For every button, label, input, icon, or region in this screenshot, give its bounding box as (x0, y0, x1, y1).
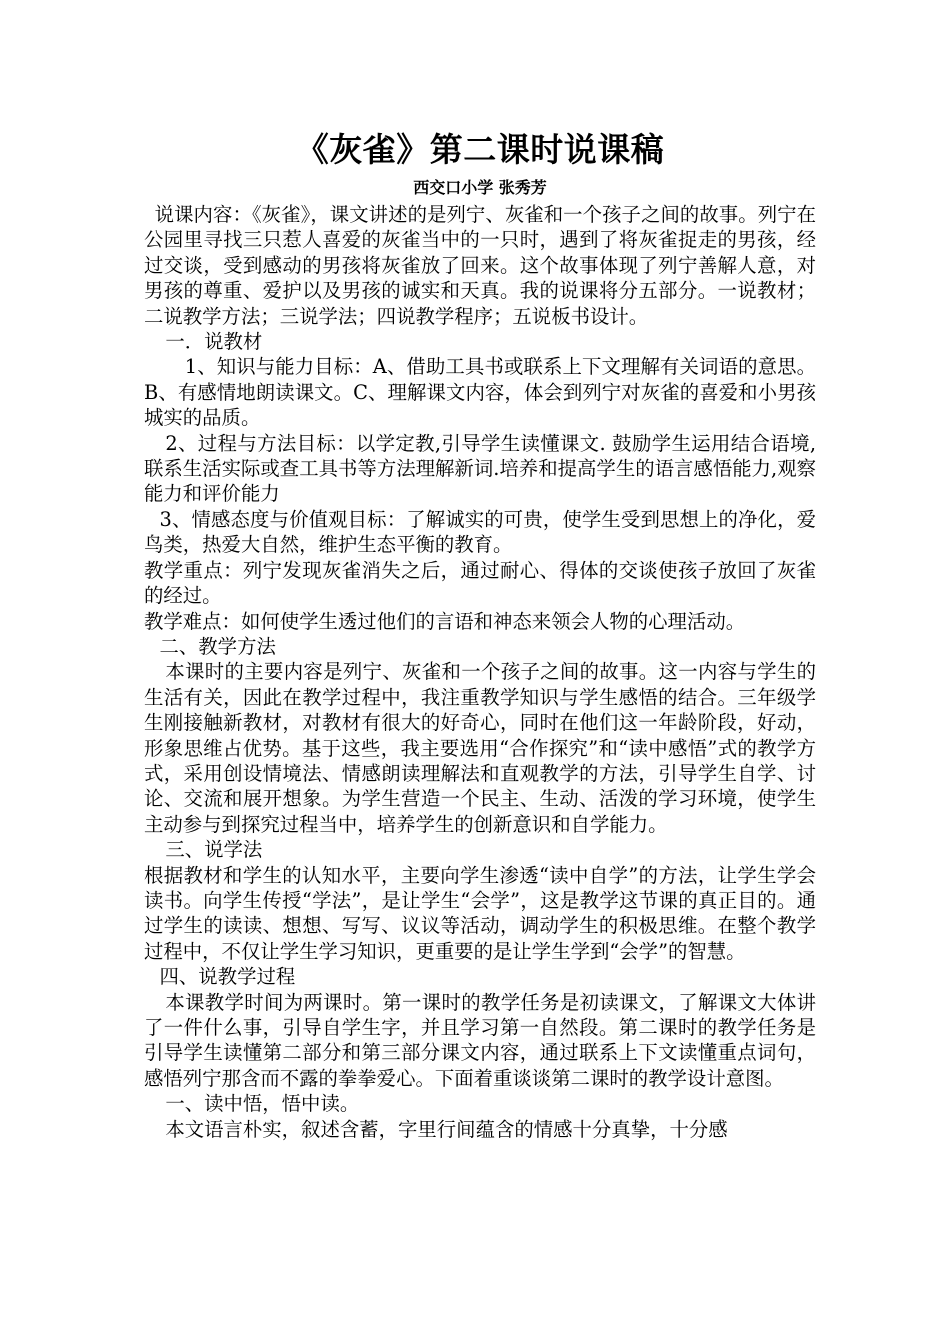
document-author: 西交口小学 张秀芳 (413, 178, 547, 197)
document-title: 《灰雀》第二课时说课稿 (295, 130, 665, 169)
subheading-read-and-feel: 一、读中悟，悟中读。 (165, 1092, 360, 1116)
paragraph-process-goal: 2、过程与方法目标：以学定教,引导学生读懂课文. 鼓励学生运用结合语境,联系生活实际或查工具书等方法理解新词.培养和提高学生的语言感悟能力,观察能力和评价能力 (144, 431, 816, 506)
document-page (144, 128, 816, 1142)
paragraph-methods: 本课时的主要内容是列宁、灰雀和一个孩子之间的故事。这一内容与学生的生活有关，因此在教学过程中，我注重教学知识与学生感悟的结合。三年级学生刚接触新教材，对教材有很大的好奇心，同时在他们这一年龄阶段，好动，形象思维占优势。基于这些，我主要选用“合作探究”和“读中感悟”式的教学方式，采用创设情境法、情感朗读理解法和直观教学的方法，引导学生自学、讨论、交流和展开想象。为学生营造一个民主、生动、活泼的学习环境，使学生主动参与到探究过程当中，培养学生的创新意识和自学能力。 (144, 660, 816, 836)
section-heading-process: 四、说教学过程 (159, 965, 296, 989)
paragraph-process: 本课教学时间为两课时。第一课时的教学任务是初读课文，了解课文大体讲了一件什么事，引导自学生字，并且学习第一自然段。第二课时的教学任务是引导学生读懂第二部分和第三部分课文内容，通过联系上下文读懂重点词句，感悟列宁那含而不露的拳拳爱心。下面着重谈谈第二课时的教学设计意图。 (144, 990, 816, 1090)
paragraph-emotion-goal: 3、情感态度与价值观目标：了解诚实的可贵，使学生受到思想上的净化，爱鸟类，热爱大自然，维护生态平衡的教育。 (144, 507, 816, 557)
section-heading-textbook: 一．说教材 (165, 330, 263, 354)
section-heading-learning: 三、说学法 (165, 838, 263, 862)
paragraph-learning: 根据教材和学生的认知水平，主要向学生渗透“读中自学”的方法，让学生学会读书。向学生传授“学法”，是让学生“会学”，这是教学这节课的真正目的。通过学生的读读、想想、写写、议议等活动，调动学生的积极思维。在整个教学过程中，不仅让学生学习知识，更重要的是让学生学到“会学”的智慧。 (144, 863, 816, 963)
paragraph-knowledge-goal: 1、知识与能力目标：A、借助工具书或联系上下文理解有关词语的意思。B、有感情地朗读课文。C、理解课文内容，体会到列宁对灰雀的喜爱和小男孩城实的品质。 (144, 355, 816, 430)
paragraph-difficult-point: 教学难点：如何使学生透过他们的言语和神态来领会人物的心理活动。 (144, 609, 746, 633)
paragraph-read-and-feel: 本文语言朴实，叙述含蓄，字里行间蕴含的情感十分真挚，十分感 (165, 1117, 728, 1141)
intro-paragraph: 说课内容：《灰雀》，课文讲述的是列宁、灰雀和一个孩子之间的故事。列宁在公园里寻找三只惹人喜爱的灰雀当中的一只时，遇到了将灰雀捉走的男孩，经过交谈，受到感动的男孩将灰雀放了回来。这个故事体现了列宁善解人意，对男孩的尊重、爱护以及男孩的诚实和天真。我的说课将分五部分。一说教材；二说教学方法；三说学法；四说教学程序；五说板书设计。 (144, 203, 816, 328)
section-heading-methods: 二、教学方法 (159, 634, 276, 658)
paragraph-key-point: 教学重点：列宁发现灰雀消失之后，通过耐心、得体的交谈使孩子放回了灰雀的经过。 (144, 558, 816, 608)
